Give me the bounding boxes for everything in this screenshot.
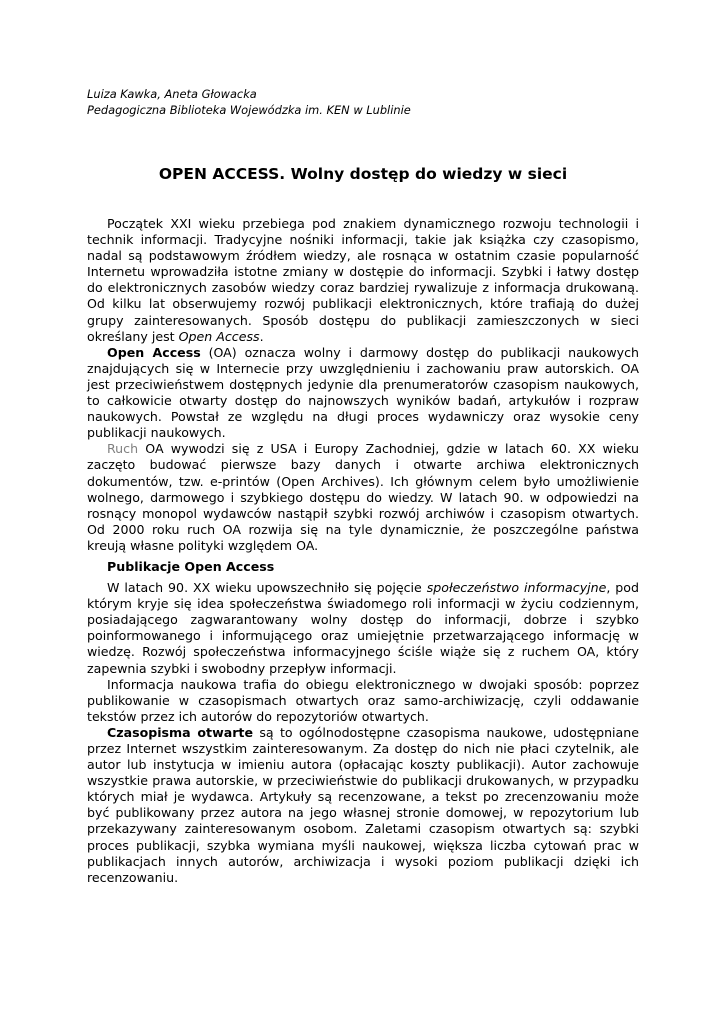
paragraph-sci-info-text: Informacja naukowa trafia do obiegu elektronicznego w dwojaki sposób: poprzez publikowanie w czasopismach otwartych oraz samo-archiwizację, czyli oddawanie tekstów przez ich autorów do repozytoriów otwartych. xyxy=(87,676,639,724)
document-body xyxy=(87,216,639,886)
paragraph-open-access-bold: Open Access xyxy=(107,344,201,360)
author-names: Luiza Kawka, Aneta Głowacka xyxy=(87,87,257,101)
paragraph-scientific-information xyxy=(87,677,639,725)
paragraph-open-access-text: (OA) oznacza wolny i darmowy dostęp do publikacji naukowych znajdujących się w Internecie przy uwzględnieniu i zachowaniu praw autorskich. OA jest przeciwieństwem dostępnych jedynie dla prenumeratorów czasopism naukowych, to całkowicie otwarty dostęp do najnowszych wyników badań, artykułów i rozpraw naukowych. Powstał ze względu na długi proces wydawniczy oraz wysokie ceny publikacji naukowych. xyxy=(87,344,640,441)
paragraph-open-access xyxy=(87,345,639,442)
paragraph-open-journals xyxy=(87,725,639,886)
paragraph-intro-italic: Open Access xyxy=(178,328,260,344)
paragraph-intro-end: . xyxy=(259,328,264,344)
paragraph-open-journals-bold: Czasopisma otwarte xyxy=(107,724,253,740)
paragraph-open-journals-text: są to ogólnodostępne czasopisma naukowe, udostępniane przez Internet wszystkim zainteresowanym. Za dostęp do nich nie płaci czytelnik, ale autor lub instytucja w imieniu autora (opłacając koszty publikacji). Autor zachowuje wszystkie prawa autorskie, w przeciwieństwie do publikacji drukowanych, w przypadku których miał je wydawca. Artykuły są recenzowane, a tekst po zrecenzowaniu może być publikowany przez autora na jego własnej stronie domowej, w repozytorium lub przekazywany zainteresowanym osobom. Zaletami czasopism otwartych są: szybki proces publikacji, szybka wymiana myśli naukowej, większa liczba cytowań prac w publikacjach innych autorów, archiwizacja i wysoki poziom publikacji dzięki ich recenzowaniu. xyxy=(87,724,639,885)
paragraph-info-society-text: W latach 90. XX wieku upowszechniło się pojęcie xyxy=(107,580,427,596)
paragraph-movement-text: OA wywodzi się z USA i Europy Zachodniej, gdzie w latach 60. XX wieku zaczęto budować pierwsze bazy danych i otwarte archiwa elektronicznych dokumentów, tzw. e-printów (Open Archives). Ich głównym celem było umożliwienie wolnego, darmowego i szybkiego dostępu do wiedzy. W latach 90. w odpowiedzi na rosnący monopol wydawców nastąpił szybki rozwój archiwów i czasopism otwartych. Od 2000 roku ruch OA rozwija się na tyle dynamicznie, że poszczególne państwa kreują własne polityki względem OA. xyxy=(87,441,639,553)
document-title: OPEN ACCESS. Wolny dostęp do wiedzy w sieci xyxy=(158,165,568,183)
paragraph-intro-text: Początek XXI wieku przebiega pod znakiem dynamicznego rozwoju technologii i technik informacji. Tradycyjne nośniki informacji, takie jak książka czy czasopismo, nadal są podstawowym źródłem wiedzy, ale rosnąca w ostatnim czasie popularność Internetu wprowadziła istotne zmiany w dostępie do informacji. Szybki i łatwy dostęp do elektronicznych zasobów wiedzy coraz bardziej rywalizuje z informacja drukowaną. Od kilku lat obserwujemy rozwój publikacji elektronicznych, które trafiają do dużej grupy zainteresowanych. Sposób dostępu do publikacji zamieszczonych w sieci określany jest xyxy=(87,216,639,344)
paragraph-information-society xyxy=(87,580,639,677)
section-heading: Publikacje Open Access xyxy=(107,558,275,574)
paragraph-info-society-rest: , pod którym kryje się idea społeczeństwa świadomego roli informacji w życiu codziennym, posiadającego zagwarantowany wolny dostęp do informacji, dobrze i szybko poinformowanego i informującego oraz umiejętnie przetwarzającego informację w wiedzę. Rozwój społeczeństwa informacyjnego ściśle wiąże się z ruchem OA, który zapewnia szybki i swobodny przepływ informacji. xyxy=(87,580,639,676)
author-institution: Pedagogiczna Biblioteka Wojewódzka im. KEN w Lublinie xyxy=(87,103,411,117)
authors-block xyxy=(87,86,411,118)
paragraph-movement xyxy=(87,441,639,554)
paragraph-intro xyxy=(87,216,639,345)
paragraph-movement-muted: Ruch xyxy=(107,441,139,457)
paragraph-info-society-italic: społeczeństwo informacyjne xyxy=(426,580,607,596)
